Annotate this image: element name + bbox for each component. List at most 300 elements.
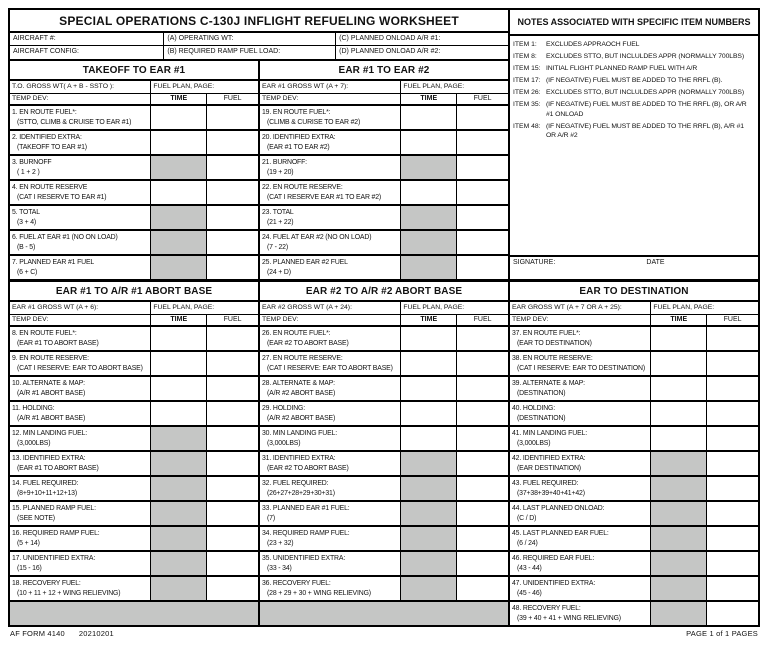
fuel-entry-cell[interactable] <box>207 377 258 400</box>
row-label-main: 6. FUEL AT EAR #1 (NO ON LOAD) <box>12 233 118 241</box>
fuel-entry-cell[interactable] <box>707 477 758 500</box>
row-label <box>510 327 651 350</box>
gross-wt-field[interactable]: T.O. GROSS WT( A + B - SSTO ): <box>10 81 151 93</box>
section-subheader <box>510 315 758 327</box>
row-label-formula: (24 + D) <box>267 268 291 276</box>
fuel-entry-cell[interactable] <box>707 427 758 450</box>
section-title: EAR #2 TO A/R #2 ABORT BASE <box>260 282 508 302</box>
time-entry-cell[interactable] <box>401 402 457 425</box>
time-entry-cell[interactable] <box>401 377 457 400</box>
signature-field[interactable]: SIGNATURE: <box>513 259 556 266</box>
row-label <box>10 206 151 229</box>
worksheet-row-40 <box>510 402 758 427</box>
time-entry-cell[interactable] <box>401 327 457 350</box>
time-entry-cell[interactable] <box>151 181 207 204</box>
section-rows <box>510 327 758 625</box>
row-label-formula: (CAT I RESERVE: EAR TO ABORT BASE) <box>17 364 143 372</box>
section-header <box>10 302 258 315</box>
row-label-main: 44. LAST PLANNED ONLOAD: <box>512 504 605 512</box>
fuel-plan-page-field[interactable]: FUEL PLAN, PAGE: <box>653 303 715 311</box>
signature-row <box>510 255 758 279</box>
time-entry-cell <box>401 452 457 475</box>
row-label-formula: (39 + 40 + 41 + WING RELIEVING) <box>517 614 621 622</box>
row-label-formula: (8+9+10+11+12+13) <box>17 489 77 497</box>
worksheet-row-43 <box>510 477 758 502</box>
fuel-entry-cell[interactable] <box>207 527 258 550</box>
time-entry-cell <box>401 156 457 179</box>
row-label <box>260 181 401 204</box>
fuel-entry-cell[interactable] <box>457 527 508 550</box>
fuel-entry-cell[interactable] <box>457 131 508 154</box>
row-label-formula: (EAR TO DESTINATION) <box>517 339 592 347</box>
row-label <box>10 352 151 375</box>
row-label-formula: (DESTINATION) <box>517 414 566 422</box>
operating-wt-field[interactable]: (A) OPERATING WT: <box>164 33 336 46</box>
temp-dev-field[interactable]: TEMP DEV: <box>260 94 401 104</box>
top-left-area <box>10 10 510 279</box>
row-label-main: 8. EN ROUTE FUEL*: <box>12 329 77 337</box>
row-label <box>510 427 651 450</box>
row-label-formula: (3 + 4) <box>17 218 37 226</box>
worksheet-row-1 <box>10 106 258 131</box>
time-entry-cell <box>401 256 457 279</box>
row-label <box>260 427 401 450</box>
fuel-entry-cell[interactable] <box>207 352 258 375</box>
form-number-block <box>10 629 114 638</box>
worksheet-row-3 <box>10 156 258 181</box>
worksheet-row-15 <box>10 502 258 527</box>
worksheet-row-31 <box>260 452 508 477</box>
worksheet-row-20 <box>260 131 508 156</box>
fuel-plan-page-field[interactable]: FUEL PLAN, PAGE: <box>403 303 465 311</box>
row-label-main: 38. EN ROUTE RESERVE: <box>512 354 593 362</box>
time-entry-cell <box>151 527 207 550</box>
row-label-main: 3. BURNOFF <box>12 158 52 166</box>
fuel-entry-cell[interactable] <box>707 402 758 425</box>
row-label <box>260 106 401 129</box>
row-label <box>10 231 151 254</box>
time-entry-cell[interactable] <box>651 327 707 350</box>
fuel-entry-cell[interactable] <box>707 527 758 550</box>
fuel-entry-cell[interactable] <box>707 577 758 600</box>
form-edition-date: 20210201 <box>78 629 114 638</box>
worksheet-page <box>8 8 760 640</box>
fuel-entry-cell[interactable] <box>707 352 758 375</box>
time-entry-cell <box>651 477 707 500</box>
row-label <box>260 452 401 475</box>
row-label-formula: (43 - 44) <box>517 564 542 572</box>
note-item-text: EXCLUDES APPRAOCH FUEL <box>546 41 640 48</box>
fuel-entry-cell[interactable] <box>707 602 758 625</box>
row-label-main: 16. REQUIRED RAMP FUEL: <box>12 529 100 537</box>
time-entry-cell[interactable] <box>651 377 707 400</box>
row-label-main: 37. EN ROUTE FUEL*: <box>512 329 581 337</box>
fuel-entry-cell[interactable] <box>457 231 508 254</box>
fuel-plan-page-field[interactable]: FUEL PLAN, PAGE: <box>153 303 215 311</box>
row-label <box>10 477 151 500</box>
time-entry-cell[interactable] <box>151 327 207 350</box>
worksheet-row-33 <box>260 502 508 527</box>
time-entry-cell[interactable] <box>401 352 457 375</box>
fuel-entry-cell[interactable] <box>207 502 258 525</box>
fuel-column-header: FUEL <box>473 95 492 102</box>
fuel-entry-cell[interactable] <box>207 452 258 475</box>
section-subheader <box>10 94 258 106</box>
note-item-text: (IF NEGATIVE) FUEL MUST BE ADDED TO THE RRFL (B), A/R #1 OR A/R #2 <box>546 122 744 139</box>
section-ear1-to-ear2 <box>260 61 508 279</box>
row-label-main: 26. EN ROUTE FUEL*: <box>262 329 331 337</box>
row-label <box>510 602 651 625</box>
fuel-column-header: FUEL <box>223 95 242 102</box>
fuel-entry-cell[interactable] <box>207 402 258 425</box>
row-label <box>260 377 401 400</box>
row-label-formula: (3,000LBS) <box>517 439 551 447</box>
worksheet-row-34 <box>260 527 508 552</box>
row-label-main: 25. PLANNED EAR #2 FUEL <box>262 258 348 266</box>
row-label-formula: (23 + 32) <box>267 539 294 547</box>
fuel-column-header: FUEL <box>223 316 242 323</box>
row-label <box>260 402 401 425</box>
aircraft-config-field[interactable]: AIRCRAFT CONFIG: <box>10 46 164 59</box>
worksheet-row-23 <box>260 206 508 231</box>
time-entry-cell <box>651 577 707 600</box>
fuel-entry-cell[interactable] <box>457 256 508 279</box>
time-column-header: TIME <box>651 315 707 325</box>
time-column-header: TIME <box>151 315 207 325</box>
row-label-main: 31. IDENTIFIED EXTRA: <box>262 454 336 462</box>
row-label-main: 22. EN ROUTE RESERVE: <box>262 183 343 191</box>
row-label <box>510 477 651 500</box>
temp-dev-field[interactable]: TEMP DEV: <box>260 315 401 325</box>
worksheet-row-44 <box>510 502 758 527</box>
worksheet-row-5 <box>10 206 258 231</box>
row-label <box>260 156 401 179</box>
page-count: PAGE 1 of 1 PAGES <box>686 629 758 638</box>
time-entry-cell[interactable] <box>151 352 207 375</box>
worksheet-row-27 <box>260 352 508 377</box>
time-entry-cell <box>151 452 207 475</box>
row-label <box>10 427 151 450</box>
time-entry-cell[interactable] <box>151 377 207 400</box>
time-entry-cell[interactable] <box>401 106 457 129</box>
time-entry-cell <box>401 527 457 550</box>
time-entry-cell <box>651 452 707 475</box>
row-label-formula: (6 / 24) <box>517 539 538 547</box>
planned-onload-ar2-field[interactable]: (D) PLANNED ONLOAD A/R #2: <box>339 47 441 55</box>
fuel-entry-cell[interactable] <box>707 377 758 400</box>
fuel-entry-cell[interactable] <box>707 552 758 575</box>
time-entry-cell <box>401 552 457 575</box>
fuel-entry-cell[interactable] <box>457 106 508 129</box>
time-entry-cell[interactable] <box>151 106 207 129</box>
fuel-entry-cell[interactable] <box>207 327 258 350</box>
form-number: AF FORM 4140 <box>10 629 65 638</box>
row-label <box>10 502 151 525</box>
row-label <box>10 452 151 475</box>
row-label-formula: ( 1 + 2 ) <box>17 168 40 176</box>
section-subheader <box>10 315 258 327</box>
fuel-entry-cell[interactable] <box>707 502 758 525</box>
fuel-entry-cell[interactable] <box>207 106 258 129</box>
notes-title: NOTES ASSOCIATED WITH SPECIFIC ITEM NUMBERS <box>510 10 758 36</box>
fuel-entry-cell[interactable] <box>457 402 508 425</box>
row-label <box>510 377 651 400</box>
note-item-number: ITEM 17: <box>513 77 541 84</box>
row-label <box>260 477 401 500</box>
row-label-main: 7. PLANNED EAR #1 FUEL <box>12 258 95 266</box>
worksheet-row-47 <box>510 577 758 602</box>
fuel-entry-cell[interactable] <box>457 377 508 400</box>
fuel-entry-cell[interactable] <box>207 181 258 204</box>
fuel-entry-cell[interactable] <box>207 552 258 575</box>
row-label-main: 39. ALTERNATE & MAP: <box>512 379 585 387</box>
planned-onload-ar1-field[interactable]: (C) PLANNED ONLOAD A/R #1: <box>336 33 508 46</box>
fuel-plan-page-field[interactable]: FUEL PLAN, PAGE: <box>153 82 215 90</box>
fuel-entry-cell[interactable] <box>207 477 258 500</box>
shaded-filler-bar <box>10 600 258 625</box>
note-item <box>513 40 755 50</box>
note-item <box>513 122 755 141</box>
row-label-formula: (CLIMB & CURISE TO EAR #2) <box>267 118 361 126</box>
worksheet-row-28 <box>260 377 508 402</box>
section-header <box>260 302 508 315</box>
time-entry-cell <box>651 602 707 625</box>
fuel-entry-cell[interactable] <box>457 427 508 450</box>
gross-wt-field[interactable]: EAR #1 GROSS WT (A + 6): <box>10 302 151 314</box>
row-label-formula: (A/R #1 ABORT BASE) <box>17 414 86 422</box>
time-entry-cell <box>151 206 207 229</box>
time-entry-cell <box>151 256 207 279</box>
worksheet-row-42 <box>510 452 758 477</box>
row-label-main: 29. HOLDING: <box>262 404 306 412</box>
note-item-text: EXCLUDES STTO, BUT INCLULDES APPR (NORMALLY 700LBS) <box>546 89 744 96</box>
row-label-main: 33. PLANNED EAR #1 FUEL: <box>262 504 350 512</box>
row-label <box>10 577 151 600</box>
fuel-entry-cell[interactable] <box>457 156 508 179</box>
fuel-entry-cell[interactable] <box>207 427 258 450</box>
row-label-main: 43. FUEL REQUIRED: <box>512 479 579 487</box>
worksheet-row-25 <box>260 256 508 279</box>
section-rows <box>260 327 508 600</box>
row-label-formula: (EAR DESTINATION) <box>517 464 581 472</box>
row-label <box>10 527 151 550</box>
required-ramp-fuel-load-field[interactable]: (B) REQUIRED RAMP FUEL LOAD: <box>164 46 336 59</box>
row-label-formula: (CAT I RESERVE: EAR TO ABORT BASE) <box>267 364 393 372</box>
worksheet-row-24 <box>260 231 508 256</box>
time-entry-cell[interactable] <box>151 131 207 154</box>
worksheet-form <box>8 8 760 627</box>
worksheet-row-39 <box>510 377 758 402</box>
fuel-entry-cell[interactable] <box>207 256 258 279</box>
fuel-entry-cell[interactable] <box>457 552 508 575</box>
row-label-main: 27. EN ROUTE RESERVE: <box>262 354 343 362</box>
worksheet-row-8 <box>10 327 258 352</box>
fuel-entry-cell[interactable] <box>207 577 258 600</box>
worksheet-row-29 <box>260 402 508 427</box>
top-sections <box>10 61 508 279</box>
time-entry-cell[interactable] <box>401 181 457 204</box>
row-label <box>260 352 401 375</box>
row-label <box>260 206 401 229</box>
row-label <box>510 577 651 600</box>
fuel-entry-cell[interactable] <box>457 327 508 350</box>
note-item-number: ITEM 15: <box>513 65 541 72</box>
time-entry-cell[interactable] <box>651 427 707 450</box>
worksheet-row-35 <box>260 552 508 577</box>
notes-list <box>510 36 758 255</box>
row-label-formula: (28 + 29 + 30 + WING RELIEVING) <box>267 589 371 597</box>
fuel-entry-cell[interactable] <box>457 181 508 204</box>
time-entry-cell <box>151 477 207 500</box>
time-entry-cell[interactable] <box>651 402 707 425</box>
row-label-formula: (26+27+28+29+30+31) <box>267 489 335 497</box>
time-entry-cell[interactable] <box>651 352 707 375</box>
temp-dev-field[interactable]: TEMP DEV: <box>510 315 651 325</box>
fuel-plan-page-field[interactable]: FUEL PLAN, PAGE: <box>403 82 465 90</box>
worksheet-row-4 <box>10 181 258 206</box>
worksheet-row-32 <box>260 477 508 502</box>
worksheet-row-21 <box>260 156 508 181</box>
row-label <box>10 256 151 279</box>
row-label-formula: (6 + C) <box>17 268 38 276</box>
row-label <box>10 377 151 400</box>
row-label <box>10 327 151 350</box>
note-item-text: INITIAL FLIGHT PLANNED RAMP FUEL WITH A/R <box>546 65 698 72</box>
fuel-entry-cell[interactable] <box>207 156 258 179</box>
note-item <box>513 76 755 86</box>
time-entry-cell <box>651 552 707 575</box>
gross-wt-field[interactable]: EAR #2 GROSS WT (A + 24): <box>260 302 401 314</box>
row-label <box>10 181 151 204</box>
time-entry-cell <box>651 502 707 525</box>
temp-dev-field[interactable]: TEMP DEV: <box>10 315 151 325</box>
note-item <box>513 52 755 62</box>
section-title: EAR #1 TO EAR #2 <box>260 61 508 81</box>
row-label-main: 4. EN ROUTE RESERVE <box>12 183 88 191</box>
worksheet-row-30 <box>260 427 508 452</box>
row-label-formula: (19 + 20) <box>267 168 294 176</box>
row-label-main: 10. ALTERNATE & MAP: <box>12 379 85 387</box>
fuel-entry-cell[interactable] <box>207 231 258 254</box>
note-item-number: ITEM 35: <box>513 101 541 108</box>
row-label <box>10 131 151 154</box>
worksheet-row-26 <box>260 327 508 352</box>
fuel-entry-cell[interactable] <box>707 327 758 350</box>
row-label-formula: (EAR #1 TO ABORT BASE) <box>17 464 99 472</box>
time-column-header: TIME <box>151 94 207 104</box>
fuel-entry-cell[interactable] <box>707 452 758 475</box>
fuel-entry-cell[interactable] <box>457 477 508 500</box>
time-entry-cell <box>151 577 207 600</box>
form-title-bar <box>10 10 508 33</box>
row-label-formula: (EAR #2 TO ABORT BASE) <box>267 464 349 472</box>
row-label-main: 48. RECOVERY FUEL: <box>512 604 581 612</box>
row-label <box>260 231 401 254</box>
row-label-formula: (SEE NOTE) <box>17 514 55 522</box>
row-label-main: 18. RECOVERY FUEL: <box>12 579 81 587</box>
fuel-entry-cell[interactable] <box>457 352 508 375</box>
note-item <box>513 100 755 119</box>
row-label-main: 12. MIN LANDING FUEL: <box>12 429 87 437</box>
temp-dev-field[interactable]: TEMP DEV: <box>10 94 151 104</box>
shaded-filler-bar <box>260 600 508 625</box>
row-label-formula: (EAR #1 TO ABORT BASE) <box>17 339 99 347</box>
section-rows <box>260 106 508 279</box>
row-label-formula: (45 - 46) <box>517 589 542 597</box>
note-item-number: ITEM 8: <box>513 53 537 60</box>
row-label <box>510 502 651 525</box>
page-footer <box>8 627 760 640</box>
row-label-formula: (DESTINATION) <box>517 389 566 397</box>
row-label <box>260 327 401 350</box>
gross-wt-field[interactable]: EAR GROSS WT (A + 7 OR A + 25): <box>510 302 651 314</box>
row-label <box>510 552 651 575</box>
row-label-main: 30. MIN LANDING FUEL: <box>262 429 337 437</box>
row-label-main: 41. MIN LANDING FUEL: <box>512 429 587 437</box>
worksheet-row-45 <box>510 527 758 552</box>
worksheet-row-18 <box>10 577 258 600</box>
section-header <box>10 81 258 94</box>
row-label-main: 45. LAST PLANNED EAR FUEL: <box>512 529 609 537</box>
row-label-formula: (EAR #1 TO EAR #2) <box>267 143 330 151</box>
row-label <box>260 552 401 575</box>
row-label <box>510 402 651 425</box>
fuel-entry-cell[interactable] <box>457 206 508 229</box>
worksheet-row-37 <box>510 327 758 352</box>
fuel-entry-cell[interactable] <box>207 206 258 229</box>
section-header <box>260 81 508 94</box>
row-label-main: 36. RECOVERY FUEL: <box>262 579 331 587</box>
section-rows <box>10 106 258 279</box>
section-takeoff-to-ear1 <box>10 61 260 279</box>
worksheet-row-19 <box>260 106 508 131</box>
time-entry-cell[interactable] <box>151 402 207 425</box>
fuel-entry-cell[interactable] <box>457 502 508 525</box>
date-field[interactable]: DATE <box>646 259 665 266</box>
row-label-formula: (37+38+39+40+41+42) <box>517 489 585 497</box>
row-label-formula: (7 - 22) <box>267 243 289 251</box>
section-header <box>510 302 758 315</box>
gross-wt-field[interactable]: EAR #1 GROSS WT (A + 7): <box>260 81 401 93</box>
row-label <box>260 577 401 600</box>
aircraft-number-field[interactable]: AIRCRAFT #: <box>10 33 164 46</box>
fuel-entry-cell[interactable] <box>207 131 258 154</box>
time-entry-cell <box>151 427 207 450</box>
row-label <box>10 156 151 179</box>
worksheet-row-17 <box>10 552 258 577</box>
row-label-main: 20. IDENTIFIED EXTRA: <box>262 133 336 141</box>
bottom-band <box>10 282 758 625</box>
worksheet-row-38 <box>510 352 758 377</box>
row-label-formula: (CAT I RESERVE EAR #1 TO EAR #2) <box>267 193 382 201</box>
form-title: SPECIAL OPERATIONS C-130J INFLIGHT REFUELING WORKSHEET <box>59 13 459 28</box>
row-label-main: 17. UNIDENTIFIED EXTRA: <box>12 554 96 562</box>
time-entry-cell[interactable] <box>401 427 457 450</box>
time-entry-cell <box>401 502 457 525</box>
worksheet-row-13 <box>10 452 258 477</box>
note-item-text: EXCLUDES STTO, BUT INCLULDES APPR (NORMALLY 700LBS) <box>546 53 744 60</box>
time-entry-cell <box>401 477 457 500</box>
fuel-entry-cell[interactable] <box>457 577 508 600</box>
row-label <box>10 402 151 425</box>
time-entry-cell[interactable] <box>401 131 457 154</box>
aircraft-header-grid <box>10 33 508 61</box>
row-label-formula: (A/R #2 ABORT BASE) <box>267 389 336 397</box>
row-label-formula: (33 - 34) <box>267 564 292 572</box>
row-label-formula: (EAR #2 TO ABORT BASE) <box>267 339 349 347</box>
row-label-main: 24. FUEL AT EAR #2 (NO ON LOAD) <box>262 233 372 241</box>
fuel-entry-cell[interactable] <box>457 452 508 475</box>
